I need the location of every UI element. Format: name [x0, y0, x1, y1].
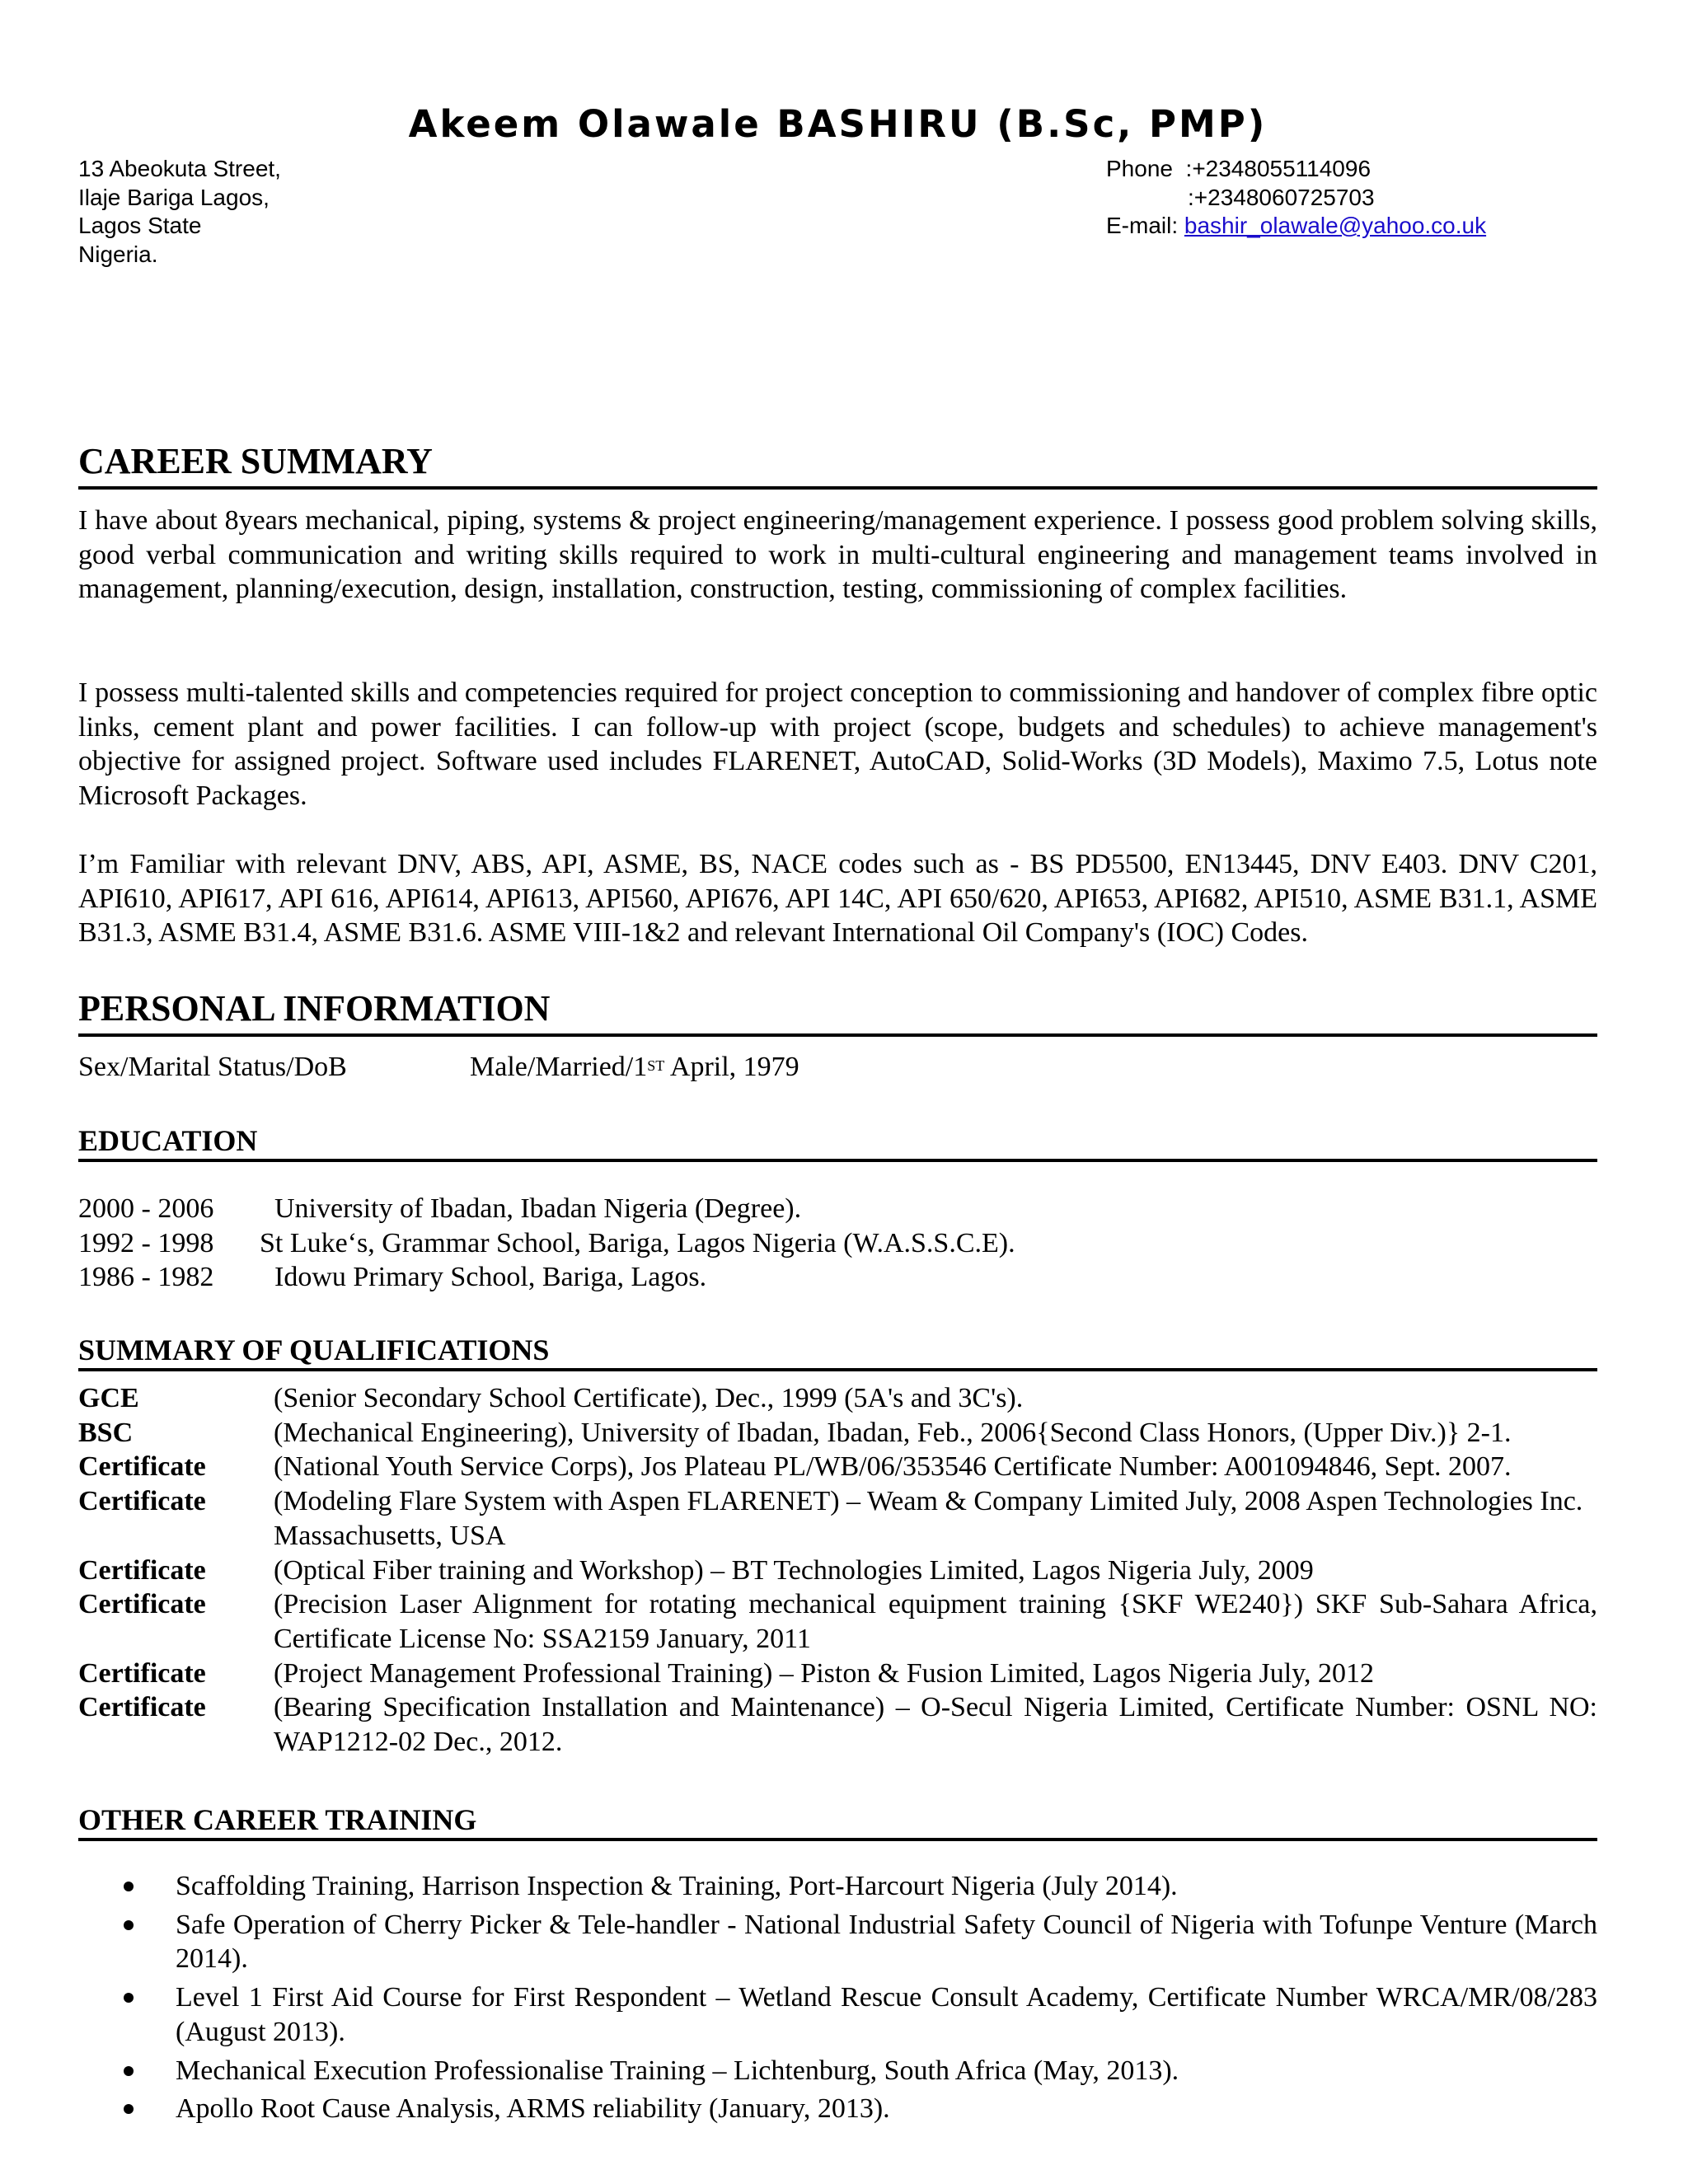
training-heading: OTHER CAREER TRAINING [78, 1805, 1597, 1841]
ordinal-suffix: ST [647, 1057, 665, 1074]
phone-line-1 [1106, 155, 1486, 184]
career-summary-paragraph-3: I’m Familiar with relevant DNV, ABS, API, ASME, BS, NACE codes such as - BS PD5500, EN13445, DNV E403. DNV C201, API610, API617, API 616, API614, API613, API560, API676, API 14C, API 650/620, API653, API682, API510, ASME B31.1, ASME B31.3, ASME B31.4, ASME B31.6. ASME VIII-1&2 and relevant International Oil Company's (IOC) Codes. [78, 849, 1597, 949]
education-years: 1986 - 1982 [78, 1262, 214, 1293]
candidate-name: Akeem Olawale BASHIRU (B.Sc, PMP) [408, 102, 1268, 146]
personal-value-date: April, 1979 [664, 1052, 799, 1082]
career-summary-paragraph-2: I possess multi-talented skills and competencies required for project conception to commissioning and handover of complex fibre optic links, cement plant and power facilities. I can follow-up with project (scope, budgets and schedules) to achieve management's objective for assigned project. Software used includes FLARENET, AutoCAD, Solid-Works (3D Models), Maximo 7.5, Lotus note Microsoft Packages. [78, 677, 1597, 812]
address-line: Nigeria. [78, 241, 158, 267]
personal-info-label: Sex/Marital Status/DoB [78, 1052, 347, 1082]
qualification-label: BSC [78, 1417, 134, 1448]
qualification-row [78, 1657, 1597, 1691]
email-line [1106, 212, 1486, 241]
qualification-label: Certificate [78, 1451, 206, 1483]
education-school: St Luke‘s, Grammar School, Bariga, Lagos Nigeria (W.A.S.S.C.E). [260, 1227, 1015, 1258]
qualification-text: (Bearing Specification Installation and Maintenance) – O-Secul Nigeria Limited, Certificate Number: OSNL NO: WAP1212-02 Dec., 2012. [274, 1692, 1597, 1758]
qualification-row [78, 1381, 1597, 1416]
bullet-icon [124, 2066, 134, 2076]
phone-number-1: +2348055114096 [1192, 156, 1372, 181]
phone-line-2 [1106, 184, 1486, 213]
qualification-row [78, 1554, 1597, 1588]
qualification-row [78, 1484, 1597, 1553]
education-school: Idowu Primary School, Bariga, Lagos. [274, 1262, 707, 1293]
training-text: Apollo Root Cause Analysis, ARMS reliability (January, 2013). [176, 2093, 890, 2125]
training-list [78, 1869, 1597, 2130]
qualifications-list [78, 1381, 1597, 1760]
education-years: 2000 - 2006 [78, 1193, 214, 1224]
qualification-row [78, 1690, 1597, 1759]
contact-block [1106, 155, 1486, 241]
bullet-icon [124, 1920, 134, 1930]
career-summary-heading: CAREER SUMMARY [78, 443, 1597, 490]
list-item [78, 1869, 1597, 1904]
education-years: 1992 - 1998 [78, 1227, 214, 1258]
education-heading: EDUCATION [78, 1126, 1597, 1162]
list-item [78, 2054, 1597, 2088]
qualification-label: Certificate [78, 1692, 206, 1723]
training-text: Safe Operation of Cherry Picker & Tele-handler - National Industrial Safety Council of Nigeria with Tofunpe Venture (March 2014). [176, 1909, 1597, 1975]
personal-info-heading: PERSONAL INFORMATION [78, 991, 1597, 1037]
email-label: E-mail: [1106, 213, 1184, 238]
education-row [78, 1192, 1015, 1226]
qualification-row [78, 1416, 1597, 1451]
list-item [78, 1980, 1597, 2049]
address-line: 13 Abeokuta Street, [78, 156, 281, 181]
training-text: Level 1 First Aid Course for First Respondent – Wetland Rescue Consult Academy, Certificate Number WRCA/MR/08/283 (August 2013). [176, 1982, 1597, 2047]
qualification-label: Certificate [78, 1554, 206, 1586]
education-list [78, 1192, 1015, 1295]
qualification-text: (Mechanical Engineering), University of Ibadan, Ibadan, Feb., 2006{Second Class Honors, (Upper Div.)} 2-1. [274, 1417, 1512, 1448]
bullet-icon [124, 1882, 134, 1891]
list-item [78, 2092, 1597, 2126]
personal-info-value [470, 1052, 799, 1082]
address-line: Ilaje Bariga Lagos, [78, 184, 270, 210]
qualification-label: Certificate [78, 1589, 206, 1620]
qualification-row [78, 1450, 1597, 1484]
personal-value-text: Male/Married/1 [470, 1052, 648, 1082]
education-row [78, 1260, 1015, 1295]
qualification-label: GCE [78, 1383, 139, 1413]
bullet-icon [124, 1993, 134, 2003]
qualification-text: (Project Management Professional Training) – Piston & Fusion Limited, Lagos Nigeria July, 2012 [274, 1657, 1375, 1689]
education-school: University of Ibadan, Ibadan Nigeria (Degree). [274, 1193, 802, 1224]
address-block [78, 155, 281, 269]
qualification-text: (Optical Fiber training and Workshop) – BT Technologies Limited, Lagos Nigeria July, 2009 [274, 1554, 1314, 1586]
qualification-text: (Precision Laser Alignment for rotating mechanical equipment training {SKF WE240}) SKF Sub-Sahara Africa, Certificate License No: SSA2159 January, 2011 [274, 1589, 1597, 1654]
list-item [78, 1908, 1597, 1976]
phone-label: Phone : [1106, 156, 1193, 181]
qualification-row [78, 1587, 1597, 1656]
qualification-label: Certificate [78, 1486, 206, 1517]
address-line: Lagos State [78, 213, 202, 238]
email-link[interactable]: bashir_olawale@yahoo.co.uk [1184, 213, 1487, 238]
bullet-icon [124, 2104, 134, 2114]
education-row [78, 1226, 1015, 1261]
qualification-label: Certificate [78, 1657, 206, 1689]
qualifications-heading: SUMMARY OF QUALIFICATIONS [78, 1335, 1597, 1371]
career-summary-paragraph-1: I have about 8years mechanical, piping, systems & project engineering/management experience. I possess good problem solving skills, good verbal communication and writing skills required to work in multi-cultural engineering and management teams involved in management, planning/execution, design, installation, construction, testing, commissioning of complex facilities. [78, 505, 1597, 605]
qualification-text: (Senior Secondary School Certificate), Dec., 1999 (5A's and 3C's). [274, 1383, 1024, 1413]
qualification-text: (National Youth Service Corps), Jos Plateau PL/WB/06/353546 Certificate Number: A001094846, Sept. 2007. [274, 1451, 1512, 1483]
personal-info-row [78, 1050, 799, 1085]
training-text: Mechanical Execution Professionalise Training – Lichtenburg, South Africa (May, 2013). [176, 2055, 1179, 2086]
training-text: Scaffolding Training, Harrison Inspection & Training, Port-Harcourt Nigeria (July 2014). [176, 1871, 1178, 1901]
phone-number-2: :+2348060725703 [1188, 184, 1375, 210]
qualification-text: (Modeling Flare System with Aspen FLARENET) – Weam & Company Limited July, 2008 Aspen Technologies Inc. Massachusetts, USA [274, 1486, 1583, 1551]
